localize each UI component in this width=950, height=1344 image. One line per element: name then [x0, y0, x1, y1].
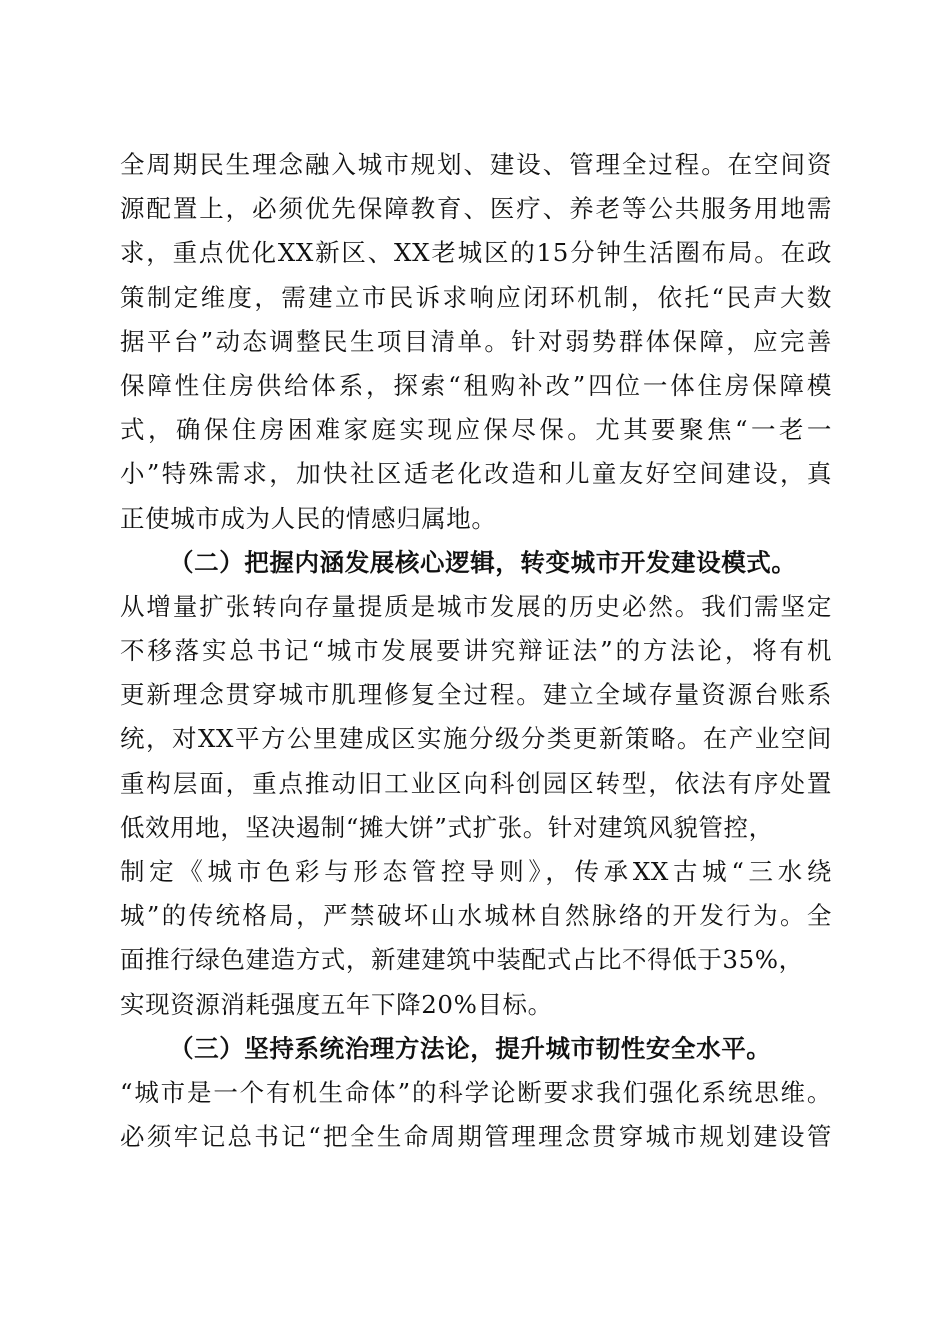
text-line: 面推行绿色建造方式，新建建筑中装配式占比不得低于35%， [120, 945, 804, 975]
text-line: 必须牢记总书记“把全生命周期管理理念贯穿城市规划建设管 [120, 1122, 832, 1152]
text-line: 小”特殊需求，加快社区适老化改造和儿童友好空间建设，真 [120, 459, 832, 489]
text-line: 从增量扩张转向存量提质是城市发展的历史必然。我们需坚定 [120, 591, 832, 621]
text-line: 源配置上，必须优先保障教育、医疗、养老等公共服务用地需 [120, 194, 832, 224]
text-line: 城”的传统格局，严禁破坏山水城林自然脉络的开发行为。全 [120, 901, 832, 931]
text-line: 不移落实总书记“城市发展要讲究辩证法”的方法论，将有机 [120, 636, 832, 666]
text-line: 据平台”动态调整民生项目清单。针对弱势群体保障，应完善 [120, 326, 832, 356]
text-line: 制定《城市色彩与形态管控导则》，传承XX古城“三水绕 [120, 857, 832, 886]
text-line: 更新理念贯穿城市肌理修复全过程。建立全域存量资源台账系 [120, 680, 832, 710]
text-line: 低效用地，坚决遏制“摊大饼”式扩张。针对建筑风貌管控， [120, 812, 774, 842]
section-heading: （三）坚持系统治理方法论，提升城市韧性安全水平。 [169, 1033, 772, 1063]
text-line: 正使城市成为人民的情感归属地。 [120, 503, 497, 533]
text-line: 统，对XX平方公里建成区实施分级分类更新策略。在产业空间 [120, 724, 832, 754]
text-line: “城市是一个有机生命体”的科学论断要求我们强化系统思维。 [120, 1077, 832, 1107]
text-line: 式，确保住房困难家庭实现应保尽保。尤其要聚焦“一老一 [120, 415, 832, 445]
text-line: 求，重点优化XX新区、XX老城区的15分钟生活圈布局。在政 [120, 238, 832, 268]
text-line: 重构层面，重点推动旧工业区向科创园区转型，依法有序处置 [120, 768, 832, 798]
text-line: 策制定维度，需建立市民诉求响应闭环机制，依托“民声大数 [120, 282, 832, 312]
section-heading: （二）把握内涵发展核心逻辑，转变城市开发建设模式。 [169, 547, 797, 577]
text-line: 保障性住房供给体系，探索“租购补改”四位一体住房保障模 [120, 370, 832, 400]
body-text [120, 143, 832, 1159]
text-line: 全周期民生理念融入城市规划、建设、管理全过程。在空间资 [120, 150, 832, 179]
text-line: 实现资源消耗强度五年下降20%目标。 [120, 989, 553, 1019]
